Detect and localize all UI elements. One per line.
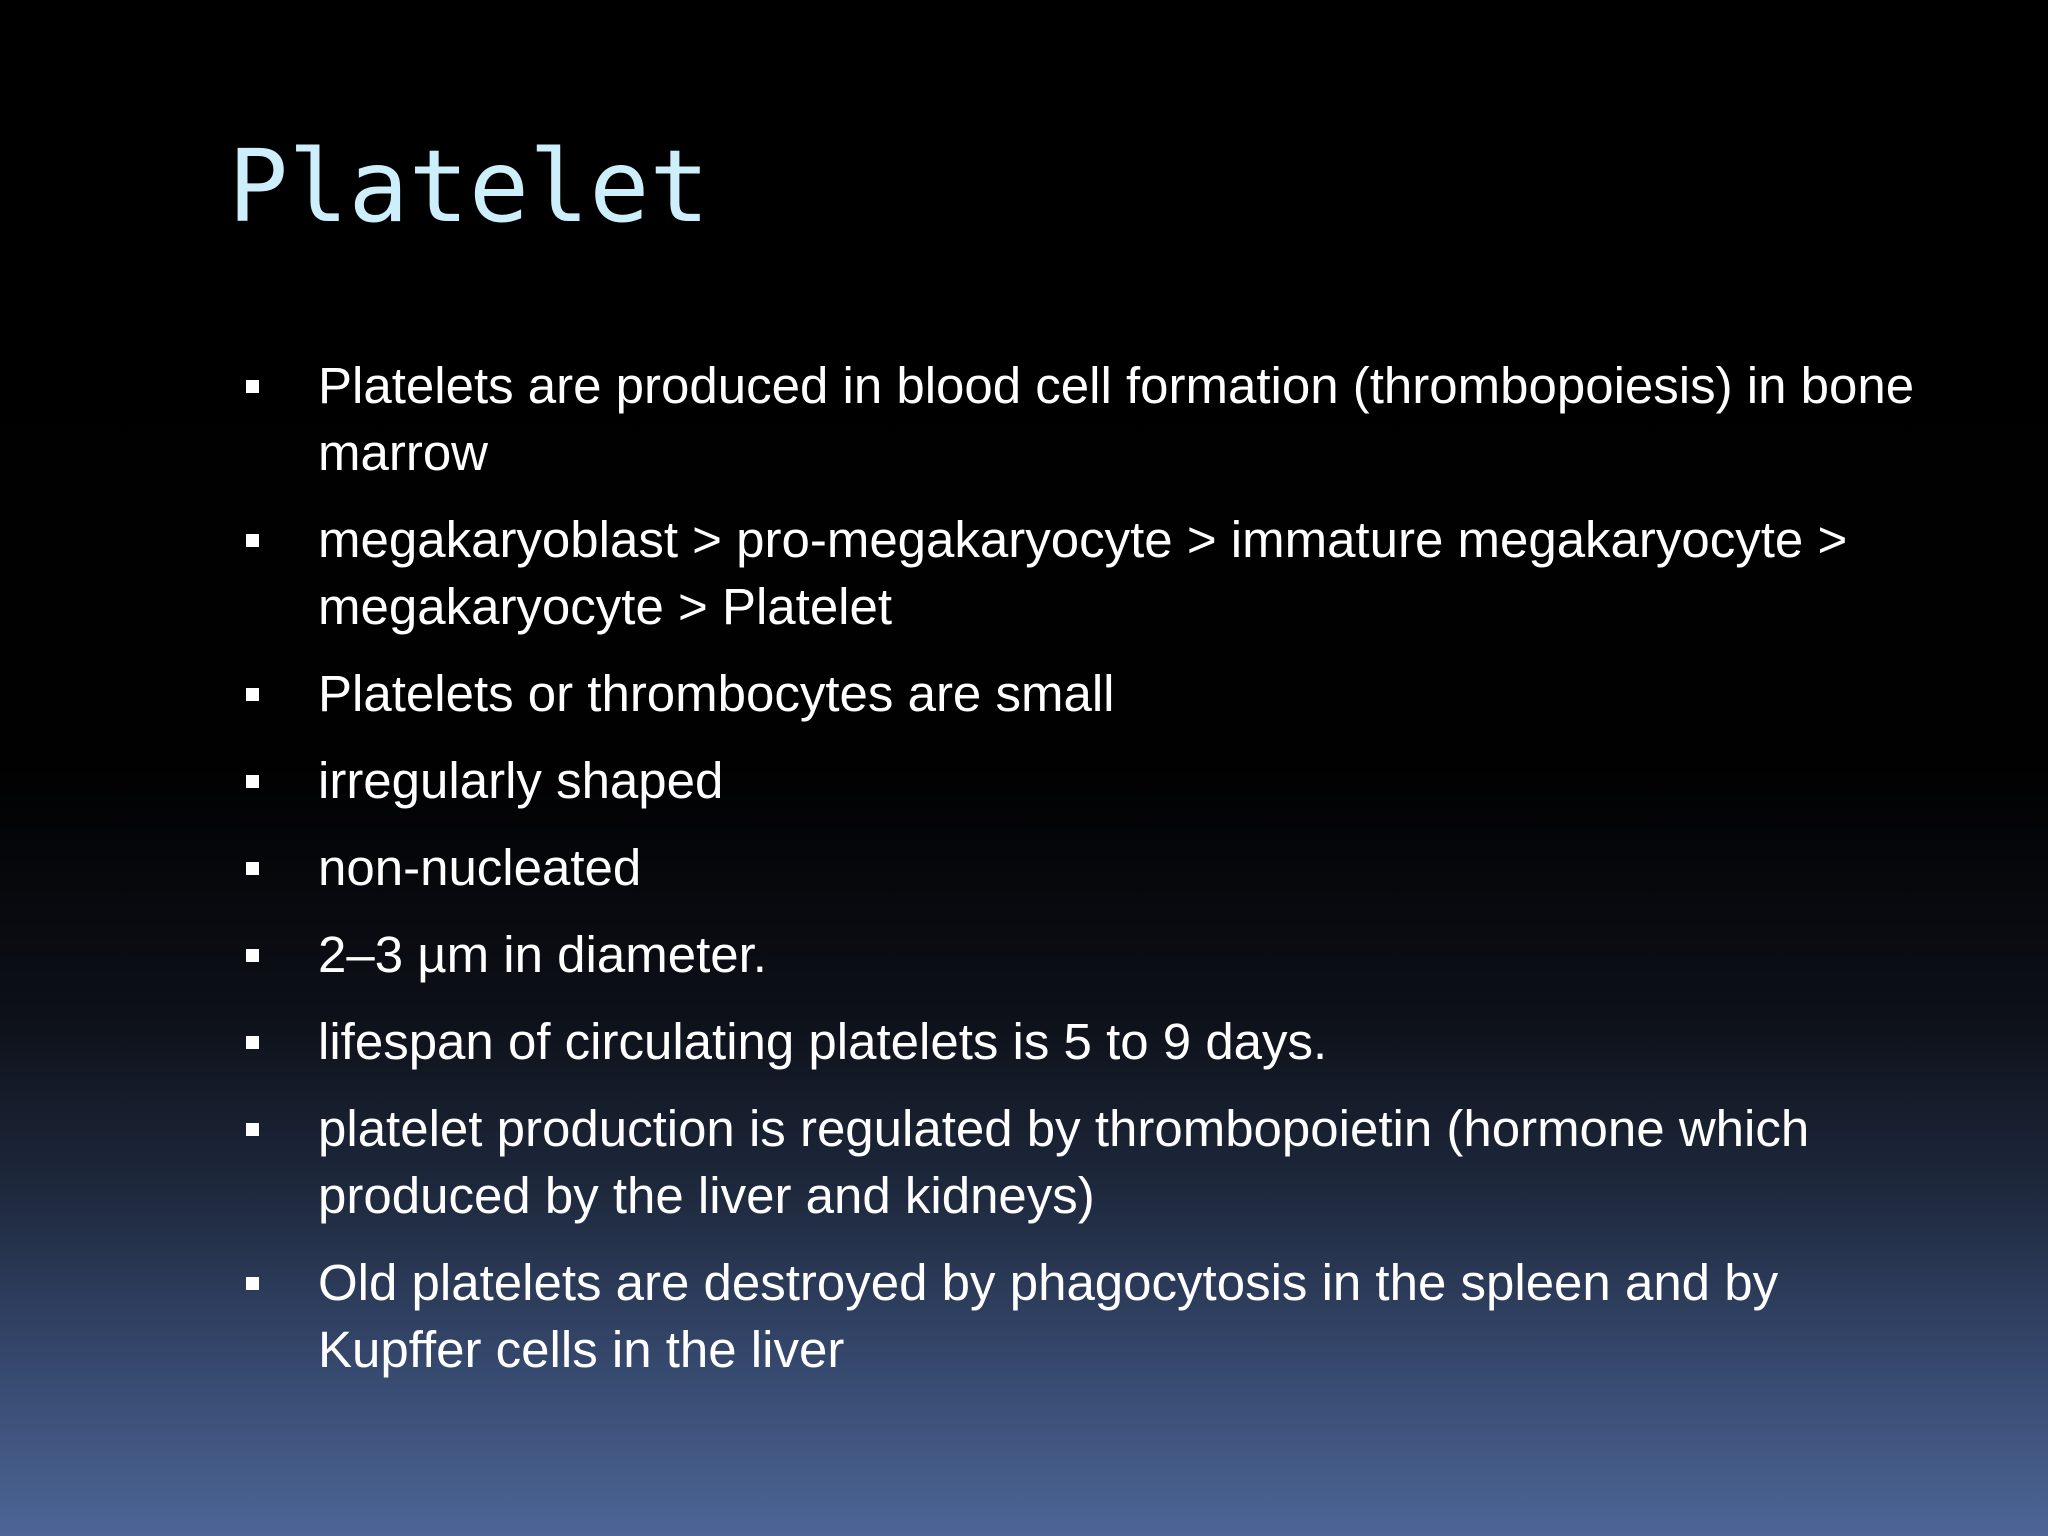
bullet-text: 2–3 µm in diameter. <box>318 926 767 983</box>
bullet-item <box>244 834 1944 901</box>
square-bullet-icon <box>246 1277 259 1290</box>
bullet-text: platelet production is regulated by thrombopoietin (hormone which produced by the liver and kidneys) <box>318 1100 1810 1224</box>
square-bullet-icon <box>246 534 259 547</box>
slide-title: Platelet <box>228 128 710 245</box>
bullet-item <box>244 506 1944 640</box>
bullet-text: irregularly shaped <box>318 752 724 809</box>
bullet-list <box>244 352 1944 1403</box>
bullet-text: lifespan of circulating platelets is 5 to 9 days. <box>318 1013 1328 1070</box>
bullet-text: megakaryoblast > pro-megakaryocyte > immature megakaryocyte > megakaryocyte > Platelet <box>318 511 1848 635</box>
bullet-item <box>244 1249 1944 1383</box>
bullet-text: non-nucleated <box>318 839 642 896</box>
square-bullet-icon <box>246 862 259 875</box>
bullet-item <box>244 660 1944 727</box>
bullet-item <box>244 352 1944 486</box>
square-bullet-icon <box>246 688 259 701</box>
bullet-text: Platelets or thrombocytes are small <box>318 665 1115 722</box>
square-bullet-icon <box>246 1123 259 1136</box>
bullet-item <box>244 921 1944 988</box>
square-bullet-icon <box>246 380 259 393</box>
square-bullet-icon <box>246 949 259 962</box>
bullet-text: Old platelets are destroyed by phagocytosis in the spleen and by Kupffer cells in the liver <box>318 1254 1779 1378</box>
bullet-item <box>244 1095 1944 1229</box>
bullet-text: Platelets are produced in blood cell formation (thrombopoiesis) in bone marrow <box>318 357 1915 481</box>
square-bullet-icon <box>246 775 259 788</box>
bullet-item <box>244 1008 1944 1075</box>
square-bullet-icon <box>246 1036 259 1049</box>
bullet-item <box>244 747 1944 814</box>
